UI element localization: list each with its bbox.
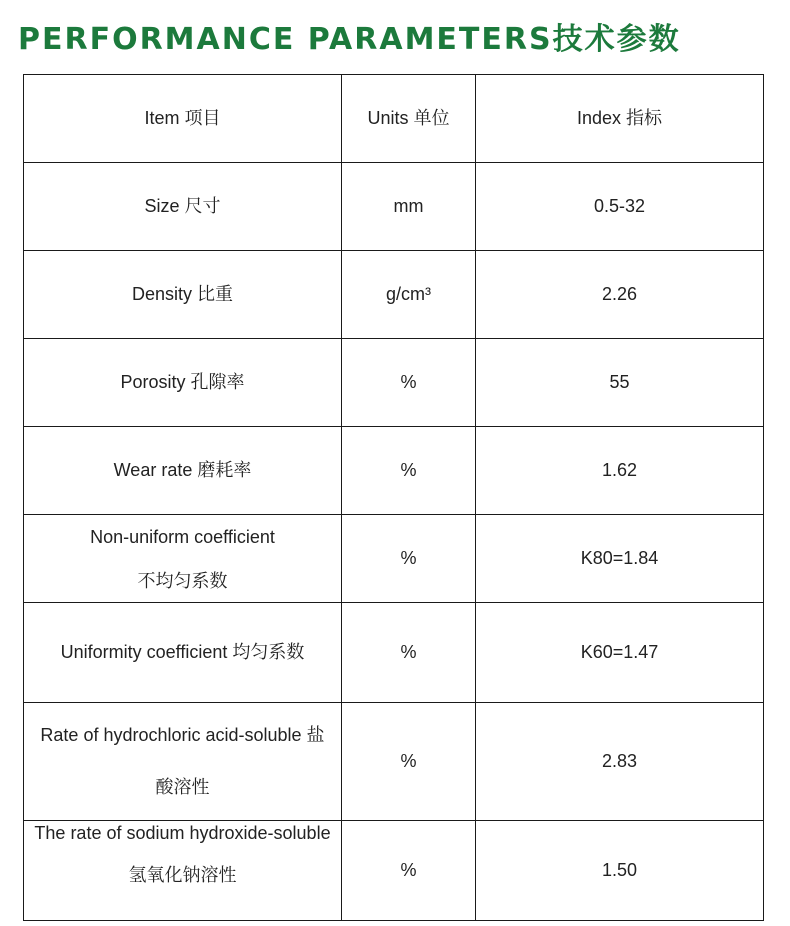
table-row xyxy=(24,703,764,821)
item-cell xyxy=(24,821,342,921)
table-header-row xyxy=(24,75,764,163)
index-cell: 0.5-32 xyxy=(476,163,764,251)
units-cell: % xyxy=(342,339,476,427)
item-label-line1: Non-uniform coefficient xyxy=(90,527,275,548)
index-cell: K80=1.84 xyxy=(476,515,764,603)
header-item: Item 项目 xyxy=(24,75,342,163)
units-cell: % xyxy=(342,427,476,515)
item-cell xyxy=(24,703,342,821)
page-title: PERFORMANCE PARAMETERS技术参数 xyxy=(18,22,681,57)
header-units: Units 单位 xyxy=(342,75,476,163)
table-row xyxy=(24,163,764,251)
header-index: Index 指标 xyxy=(476,75,764,163)
table-row xyxy=(24,515,764,603)
index-cell: 1.62 xyxy=(476,427,764,515)
item-label-line2: 氢氧化钠溶性 xyxy=(128,864,237,885)
table-row xyxy=(24,339,764,427)
item-label-line1: The rate of sodium hydroxide-soluble xyxy=(34,823,331,843)
units-cell: g/cm³ xyxy=(342,251,476,339)
index-cell: 1.50 xyxy=(476,821,764,921)
item-label-line2: 酸溶性 xyxy=(155,776,210,797)
units-cell: % xyxy=(342,603,476,703)
index-cell: 2.26 xyxy=(476,251,764,339)
item-cell: Porosity 孔隙率 xyxy=(24,339,342,427)
table-row xyxy=(24,821,764,921)
item-cell: Wear rate 磨耗率 xyxy=(24,427,342,515)
units-cell: % xyxy=(342,703,476,821)
table-row xyxy=(24,251,764,339)
index-cell: 55 xyxy=(476,339,764,427)
item-cell: Uniformity coefficient 均匀系数 xyxy=(24,603,342,703)
item-cell xyxy=(24,515,342,603)
units-cell: mm xyxy=(342,163,476,251)
item-label-line1: Rate of hydrochloric acid-soluble 盐 xyxy=(40,724,325,745)
table-row xyxy=(24,427,764,515)
item-cell: Size 尺寸 xyxy=(24,163,342,251)
index-cell: K60=1.47 xyxy=(476,603,764,703)
performance-parameters-table xyxy=(23,74,764,921)
item-label-line2: 不均匀系数 xyxy=(137,571,228,591)
units-cell: % xyxy=(342,515,476,603)
units-cell: % xyxy=(342,821,476,921)
item-cell: Density 比重 xyxy=(24,251,342,339)
table-row xyxy=(24,603,764,703)
index-cell: 2.83 xyxy=(476,703,764,821)
